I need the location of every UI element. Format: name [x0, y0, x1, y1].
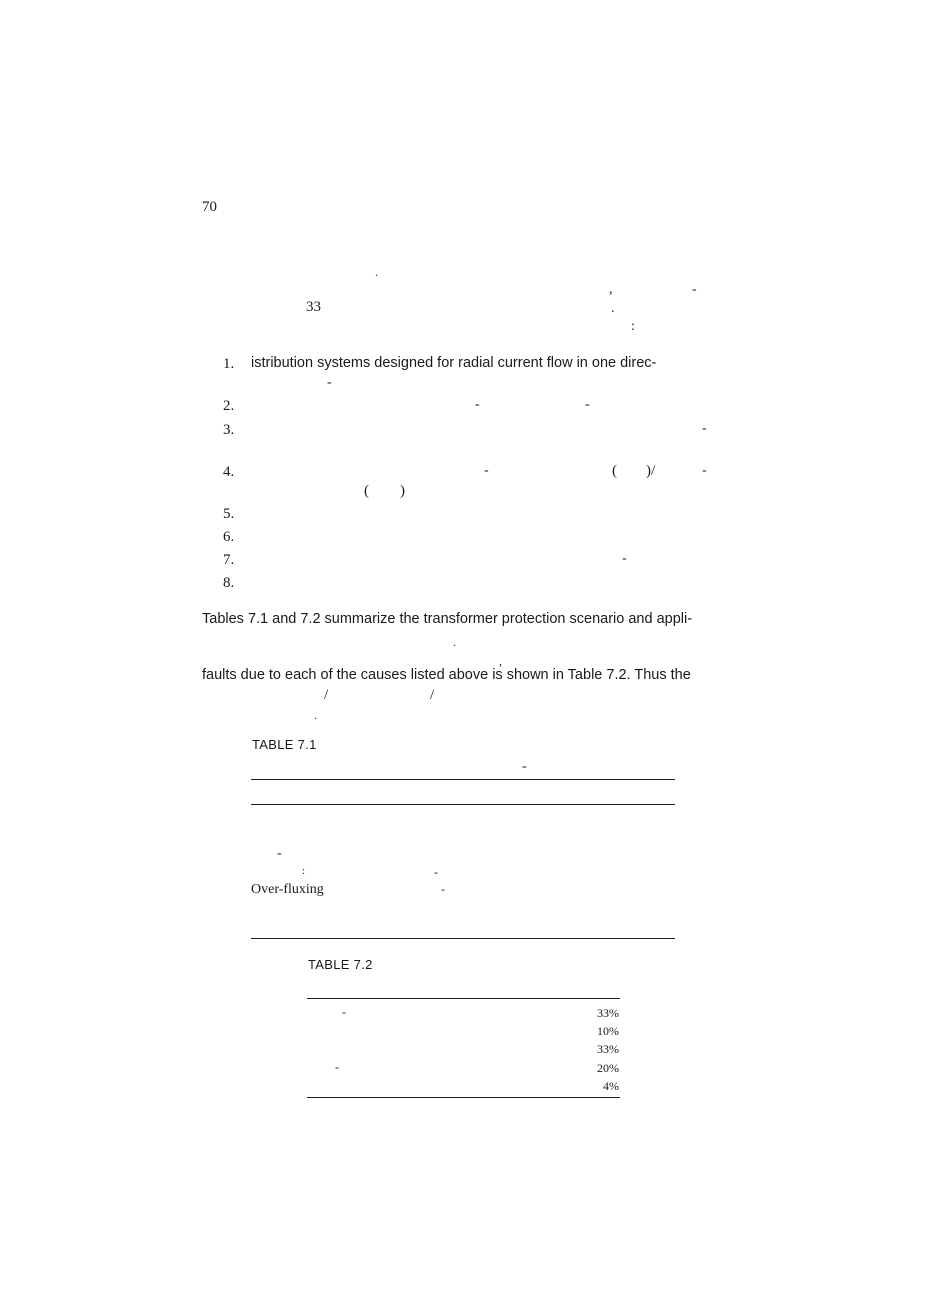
table-7-1-row-dash-2: - [434, 865, 438, 879]
list-number-6: 6. [223, 529, 235, 545]
table-7-1-rule-head [251, 804, 675, 805]
table-7-2-row-4-value: 20% [597, 1061, 619, 1075]
paragraph-dot-2: . [611, 301, 615, 316]
list-number-3: 3. [223, 422, 235, 438]
table-7-2-rule-bottom [307, 1097, 620, 1098]
table-7-2-caption: TABLE 7.2 [308, 957, 373, 972]
table-7-1-row-overfluxing: Over-fluxing [251, 882, 324, 897]
paragraph-2-dot-2: . [314, 708, 317, 722]
table-7-1-row-dash-3: - [441, 882, 445, 896]
list-item-4-paren-open: ( [612, 463, 617, 479]
paragraph-2-comma: , [499, 654, 502, 668]
table-7-2-row-1-value: 33% [597, 1006, 619, 1020]
paragraph-colon: : [631, 319, 635, 334]
list-item-2-dash-b: - [585, 397, 590, 412]
list-item-4-paren-close-2: ) [400, 483, 405, 499]
paragraph-2-dot: . [453, 635, 456, 649]
list-item-2-dash-a: - [475, 397, 480, 412]
paragraph-comma: , [609, 282, 613, 297]
table-7-2-row-1-dash: - [342, 1005, 346, 1019]
list-number-5: 5. [223, 506, 235, 522]
paragraph-2-line-4: faults due to each of the causes listed above is shown in Table 7.2. Thus the [202, 667, 691, 683]
list-number-4: 4. [223, 464, 235, 480]
table-7-1-caption: TABLE 7.1 [252, 737, 317, 752]
paragraph-number: 33 [306, 299, 321, 315]
list-item-4-paren-open-2: ( [364, 483, 369, 499]
paragraph-2-slash-1: / [324, 687, 329, 703]
table-7-1-header-dash: - [522, 759, 527, 774]
paragraph-2-slash-2: / [430, 687, 435, 703]
paragraph-dash: - [692, 282, 697, 297]
table-7-2-row-4-dash: - [335, 1060, 339, 1074]
list-item-7-dash: - [622, 551, 627, 566]
table-7-2-row-3-value: 33% [597, 1042, 619, 1056]
table-7-1-rule-top [251, 779, 675, 780]
page-number: 70 [202, 199, 217, 215]
table-7-1-row-dash: - [277, 846, 282, 861]
list-number-8: 8. [223, 575, 235, 591]
paragraph-2-line-1: Tables 7.1 and 7.2 summarize the transformer protection scenario and appli- [202, 611, 693, 627]
table-7-2-row-5-value: 4% [603, 1079, 619, 1093]
list-number-1: 1. [223, 356, 235, 372]
list-item-1-dash: - [327, 375, 332, 390]
paragraph-dot: . [375, 265, 378, 279]
list-item-3-dash: - [702, 421, 707, 436]
table-7-1-row-colon: : [302, 865, 306, 877]
list-number-7: 7. [223, 552, 235, 568]
table-7-1-rule-bottom [251, 938, 675, 939]
list-item-4-dash-b: - [702, 463, 707, 478]
list-item-4-paren-close-slash: )/ [646, 463, 656, 479]
list-number-2: 2. [223, 398, 235, 414]
list-item-1-text: istribution systems designed for radial current flow in one direc- [251, 355, 657, 371]
list-item-4-dash-a: - [484, 463, 489, 478]
table-7-2-row-2-value: 10% [597, 1024, 619, 1038]
table-7-2-rule-top [307, 998, 620, 999]
